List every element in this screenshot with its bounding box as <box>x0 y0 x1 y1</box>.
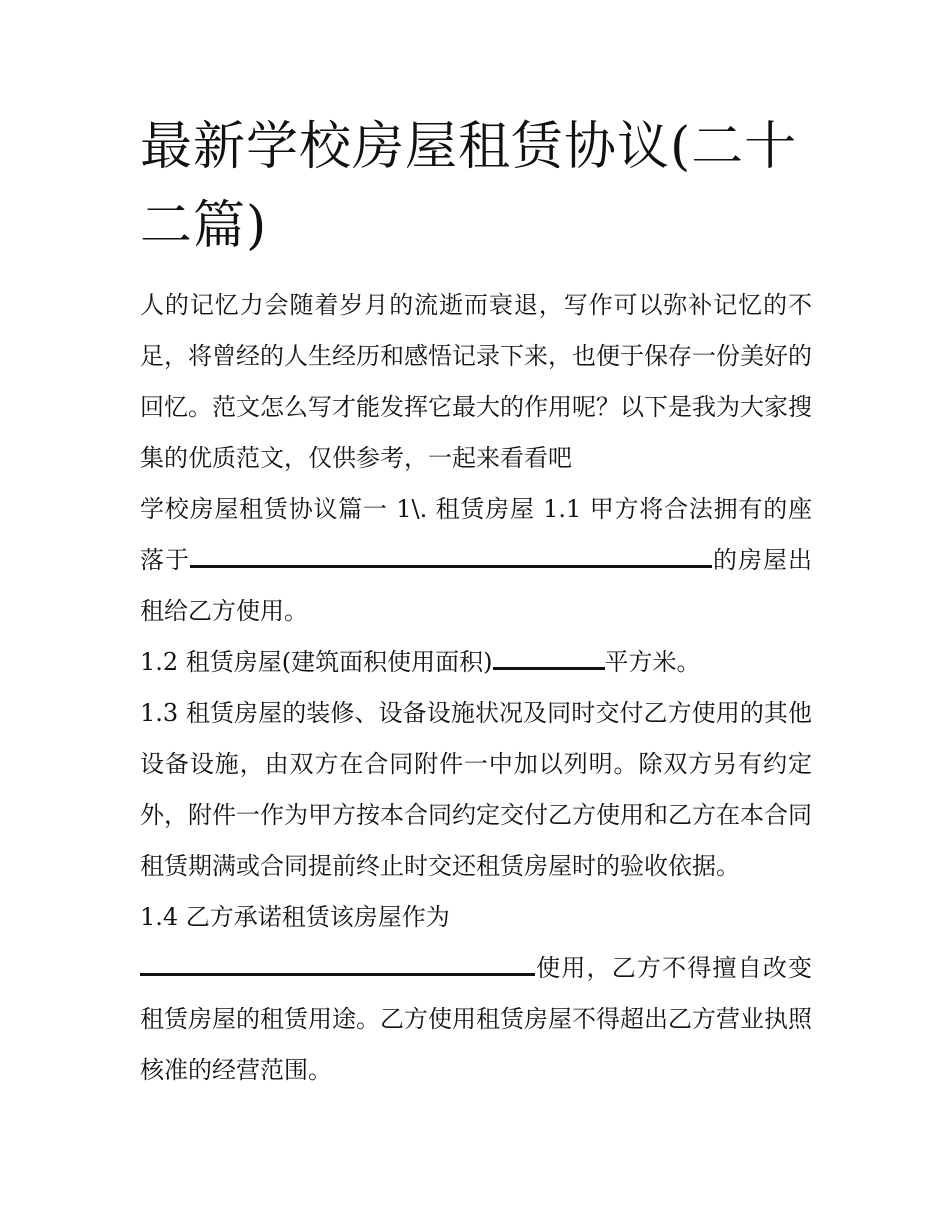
usage-blank-line <box>140 971 535 976</box>
clause-1-4 <box>140 892 812 1096</box>
intro-paragraph: 人的记忆力会随着岁月的流逝而衰退，写作可以弥补记忆的不足，将曾经的人生经历和感悟记录下来，也便于保存一份美好的回忆。范文怎么写才能发挥它最大的作用呢？以下是我为大家搜集的优质范文，仅供参考，一起来看看吧 <box>140 291 812 472</box>
clause-1-1-suffix: 的房屋出租给乙方使用。 <box>140 546 812 625</box>
clause-1-3: 1.3 租赁房屋的装修、设备设施状况及同时交付乙方使用的其他设备设施，由双方在合同附件一中加以列明。除双方另有约定外，附件一作为甲方按本合同约定交付乙方使用和乙方在本合同租赁期满或合同提前终止时交还租赁房屋时的验收依据。 <box>140 699 812 880</box>
clause-1-1-prefix: 学校房屋租赁协议篇一 1\. 租赁房屋 1.1 甲方将合法拥有的座落于 <box>140 495 812 574</box>
clause-1-1 <box>140 484 812 637</box>
address-blank-line <box>190 563 712 568</box>
document-title: 最新学校房屋租赁协议(二十二篇) <box>140 117 798 256</box>
clause-1-2-suffix: 平方米。 <box>604 648 701 676</box>
area-blank-line <box>493 665 605 670</box>
clause-1-2-prefix: 1.2 租赁房屋(建筑面积使用面积) <box>140 648 493 676</box>
clause-1-4-prefix: 1.4 乙方承诺租赁该房屋作为 <box>140 903 450 931</box>
document-page <box>140 108 812 1096</box>
clause-1-4-suffix: 使用，乙方不得擅自改变租赁房屋的租赁用途。乙方使用租赁房屋不得超出乙方营业执照核准的经营范围。 <box>140 954 812 1084</box>
clause-1-2 <box>140 637 812 688</box>
